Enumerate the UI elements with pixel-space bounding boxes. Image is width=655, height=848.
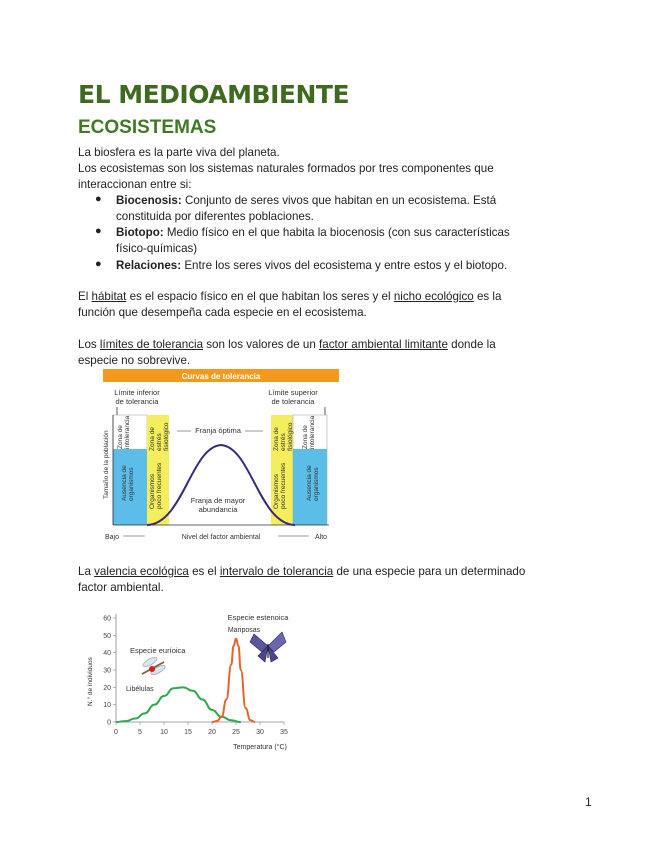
x-axis-label: Nivel del factor ambiental <box>181 534 261 541</box>
list-item: Biotopo: Medio físico en el que habita la biocenosis (con sus características <box>116 226 510 239</box>
paragraph-valencia-line1: La valencia ecológica es el intervalo de tolerancia de una especie para un determinado <box>78 565 526 578</box>
libelulas-label: Libélulas <box>126 686 154 693</box>
lim-sup-label: de tolerancia <box>271 397 315 406</box>
term-limites: límites de tolerancia <box>99 338 204 351</box>
paragraph-valencia-line2: factor ambiental. <box>78 581 164 594</box>
zone-label: Ausencia de <box>121 465 128 501</box>
y-tick-label: 20 <box>103 684 111 692</box>
y-tick-label: 60 <box>103 615 111 623</box>
lim-sup-label: Límite superior <box>268 388 318 397</box>
zone-label: organismos <box>313 467 320 501</box>
optimal-label: Franja óptima <box>195 426 241 435</box>
zone-label: intolerancia <box>309 415 316 449</box>
paragraph-limites-line2: especie no sobrevive. <box>78 354 191 367</box>
x-tick-label: 35 <box>280 729 288 736</box>
y-tick-label: 50 <box>103 632 111 640</box>
series-line-mariposas <box>212 639 255 722</box>
zone-label: intolerancia <box>124 415 131 449</box>
alto-label: Alto <box>315 534 328 541</box>
x-tick-label: 20 <box>208 729 216 736</box>
zone-label: Zona de <box>302 425 309 449</box>
tolerance-curves-figure <box>103 369 339 545</box>
bullet-icon: ● <box>95 193 102 205</box>
document-title: EL MEDIOAMBIENTE <box>78 80 350 109</box>
term-valencia: valencia ecológica <box>94 565 189 578</box>
list-item: Biocenosis: Conjunto de seres vivos que habitan en un ecosistema. Está <box>116 194 497 207</box>
y-tick-label: 40 <box>103 650 111 658</box>
dragonfly-icon <box>142 655 167 676</box>
bullet-icon: ● <box>95 258 102 270</box>
butterfly-icon <box>250 632 286 662</box>
y-tick-label: 0 <box>107 719 111 727</box>
zone-label: poco frecuentes <box>156 462 163 509</box>
zone-label: estrés <box>156 433 163 451</box>
x-tick-label: 15 <box>184 729 192 736</box>
mariposas-label: Mariposas <box>227 627 261 634</box>
term-intervalo: intervalo de tolerancia <box>219 565 334 578</box>
y-tick-label: 30 <box>103 667 111 675</box>
zone-label: organismos <box>128 467 135 501</box>
x-axis-label: Temperatura (°C) <box>233 744 287 751</box>
x-tick-label: 5 <box>138 729 142 736</box>
abundance-label: abundancia <box>198 505 238 514</box>
term-factor: factor ambiental limitante <box>319 338 448 351</box>
term-habitat: hábitat <box>91 290 127 303</box>
x-tick-label: 0 <box>114 729 118 736</box>
section-heading: ECOSISTEMAS <box>78 117 217 138</box>
list-item-cont: constituida por diferentes poblaciones. <box>116 210 314 223</box>
euryoic-label: Especie euríoica <box>130 646 186 655</box>
list-item-cont: físico-químicas) <box>116 242 198 255</box>
lim-inf-label: de tolerancia <box>115 397 159 406</box>
zone-label: Ausencia de <box>306 465 313 501</box>
figure-header-text: Curvas de tolerancia <box>181 372 261 381</box>
stenoic-label: Especie estenoica <box>227 613 289 622</box>
y-axis-label: N.° de individuos <box>87 657 94 706</box>
zone-label: fisiológico <box>163 422 170 451</box>
zone-label: Zona de <box>273 427 280 451</box>
zone-label: Organismos <box>149 473 156 509</box>
zone-label: estrés <box>280 433 287 451</box>
bajo-label: Bajo <box>105 534 120 541</box>
page-number: 1 <box>585 795 592 809</box>
y-axis-label: Tamaño de la población <box>103 430 110 499</box>
bullet-icon: ● <box>95 225 102 237</box>
zone-label: fisiológico <box>287 422 294 451</box>
paragraph-habitat-line2: función que desempeña cada especie en el ecosistema. <box>78 306 367 319</box>
lim-inf-label: Límite inferior <box>114 388 160 397</box>
x-tick-label: 25 <box>232 729 240 736</box>
paragraph-limites-line1: Los límites de tolerancia son los valores de un factor ambiental limitante donde la <box>78 338 496 351</box>
paragraph-habitat-line1: El hábitat es el espacio físico en el que habitan los seres y el nicho ecológico es la <box>78 290 502 303</box>
zone-label: Zona de <box>149 427 156 451</box>
paragraph-ecosistemas-line2: interaccionan entre si: <box>78 178 192 191</box>
term-nicho: nicho ecológico <box>393 290 474 303</box>
zone-label: poco frecuentes <box>280 462 287 509</box>
ecological-valence-chart <box>84 598 300 754</box>
list-item: Relaciones: Entre los seres vivos del ecosistema y entre estos y el biotopo. <box>116 259 508 272</box>
abundance-label: Franja de mayor <box>190 496 246 505</box>
paragraph-biosfera: La biosfera es la parte viva del planeta. <box>78 146 280 159</box>
zone-label: Organismos <box>273 473 280 509</box>
paragraph-ecosistemas-line1: Los ecosistemas son los sistemas naturales formados por tres componentes que <box>78 162 494 175</box>
zone-label: Zona de <box>117 425 124 449</box>
x-tick-label: 10 <box>160 729 168 736</box>
chart-axes <box>103 614 288 736</box>
x-tick-label: 30 <box>256 729 264 736</box>
y-tick-label: 10 <box>103 702 111 710</box>
